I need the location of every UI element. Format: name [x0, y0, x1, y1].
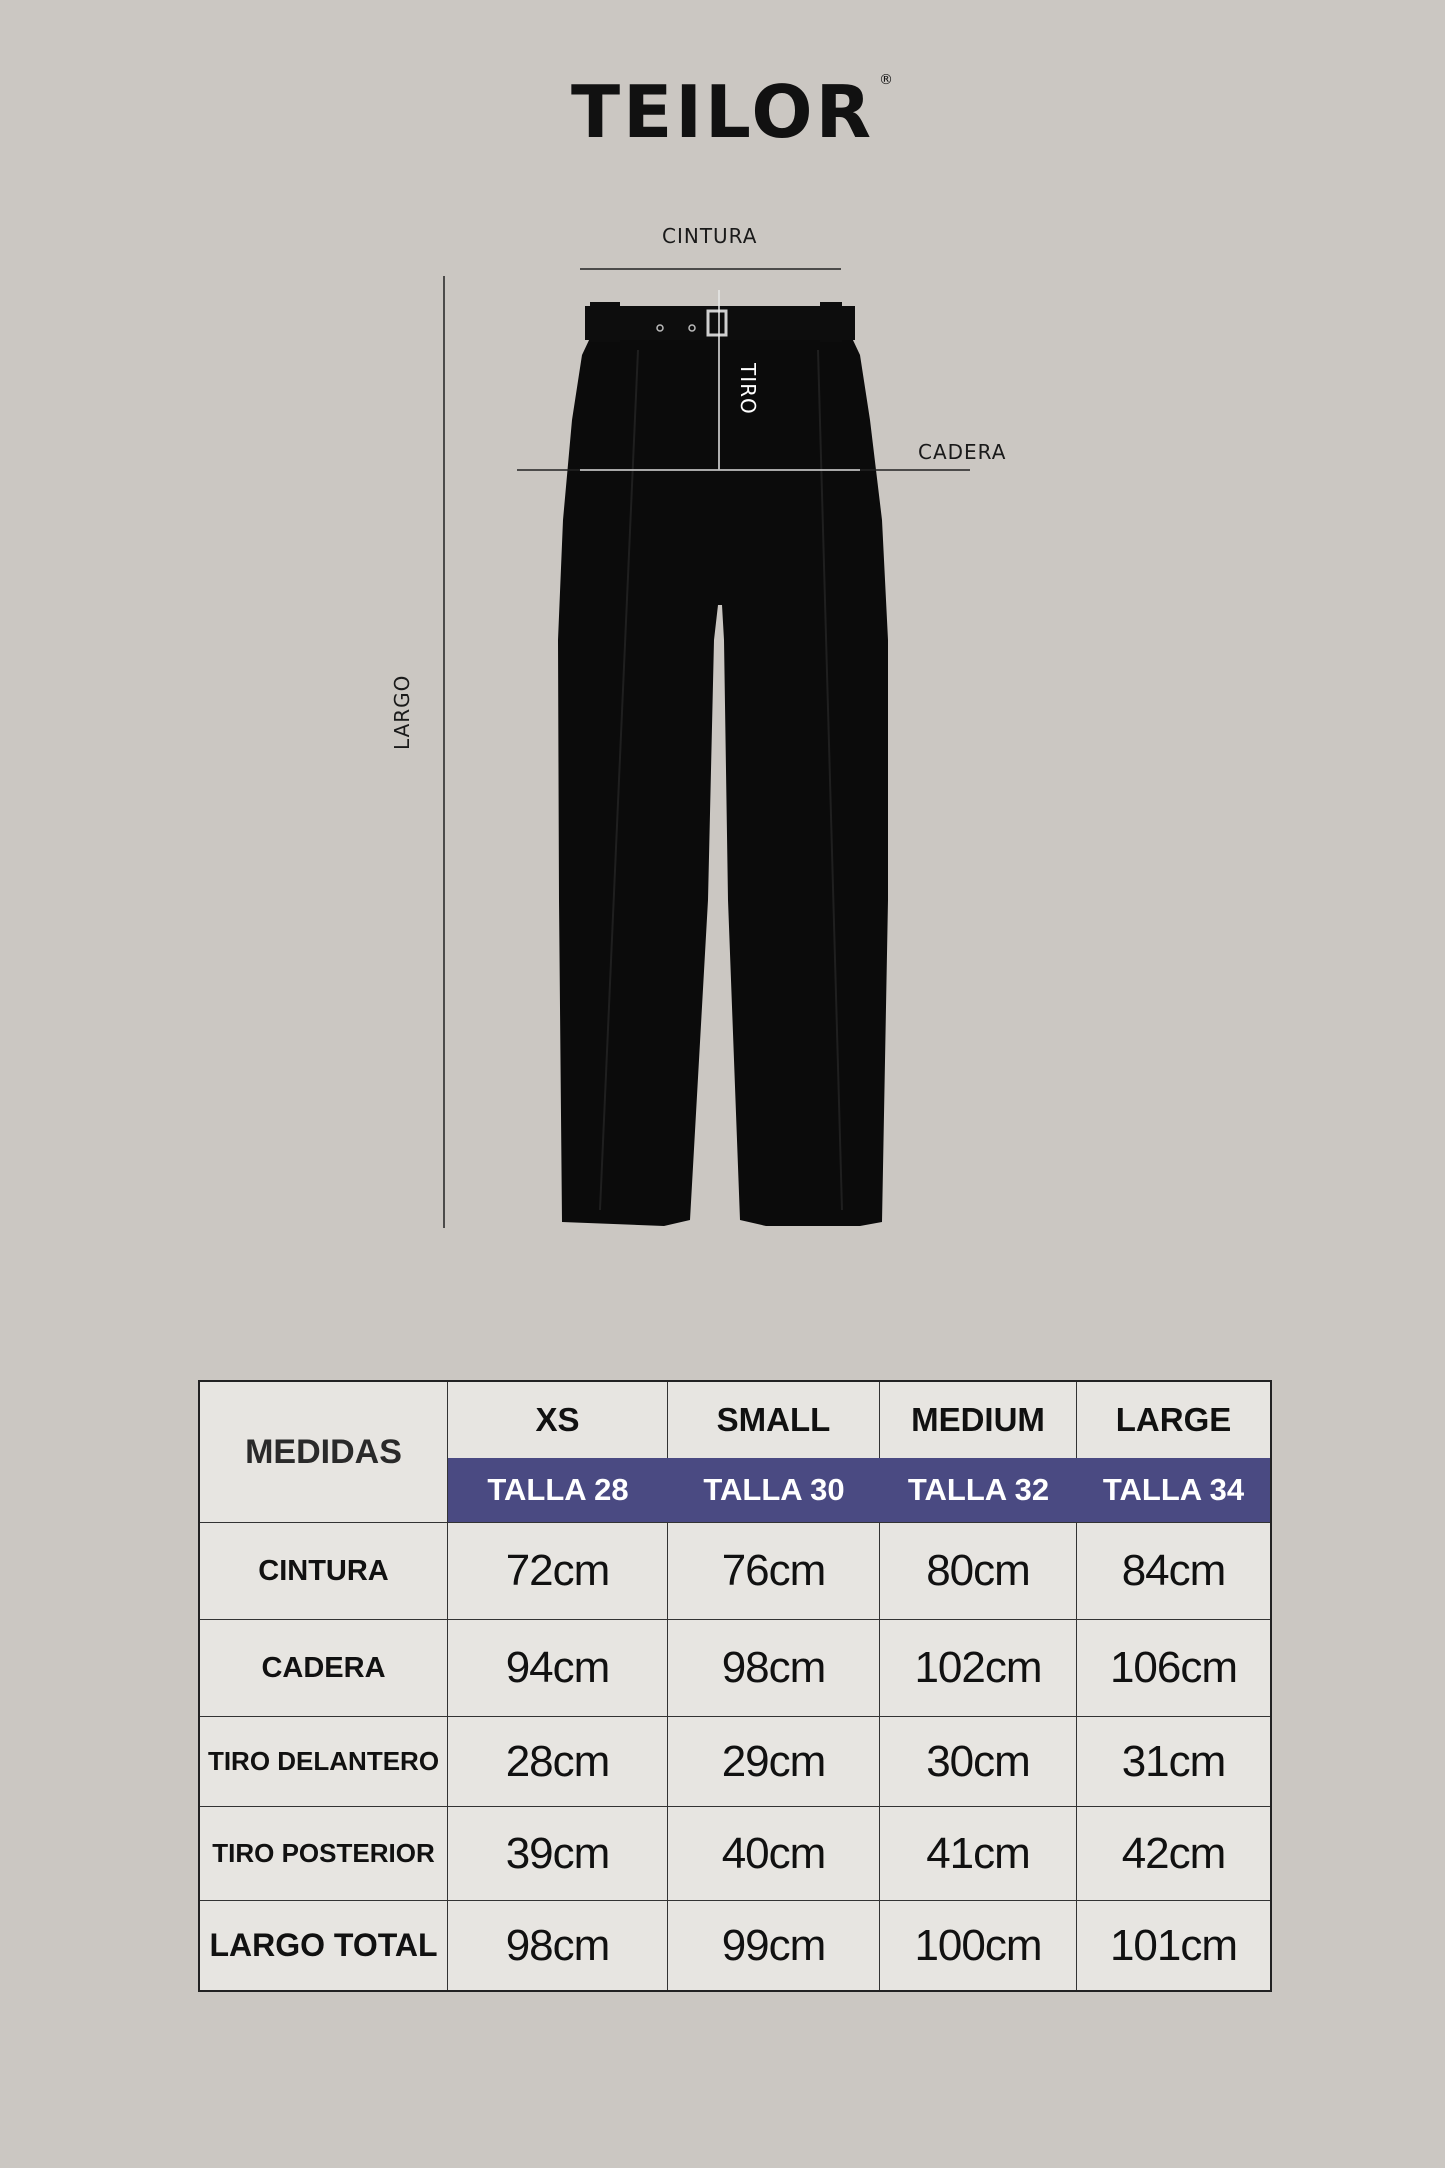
- table-cell: 80cm: [880, 1523, 1077, 1620]
- talla-large: TALLA 34: [1077, 1458, 1270, 1523]
- row-label-largo-total: LARGO TOTAL: [200, 1901, 448, 1990]
- medidas-header: MEDIDAS: [200, 1382, 448, 1523]
- logo-text: TEILOR ®: [570, 70, 897, 154]
- cadera-label: CADERA: [918, 440, 1007, 464]
- registered-mark: ®: [879, 72, 897, 88]
- table-cell: 102cm: [880, 1620, 1077, 1717]
- table-cell: 72cm: [448, 1523, 668, 1620]
- table-cell: 84cm: [1077, 1523, 1270, 1620]
- table-cell: 99cm: [668, 1901, 880, 1990]
- table-cell: 42cm: [1077, 1807, 1270, 1901]
- table-cell: 94cm: [448, 1620, 668, 1717]
- size-header-large: LARGE: [1115, 1401, 1232, 1438]
- size-header-xs: XS: [448, 1382, 668, 1458]
- table-cell: 39cm: [448, 1807, 668, 1901]
- row-label-cadera: CADERA: [200, 1620, 448, 1717]
- table-cell: 29cm: [668, 1717, 880, 1807]
- talla-medium: TALLA 32: [880, 1458, 1077, 1523]
- table-cell: 41cm: [880, 1807, 1077, 1901]
- talla-xs: TALLA 28: [448, 1458, 668, 1523]
- table-cell: 40cm: [668, 1807, 880, 1901]
- size-header-small: SMALL: [668, 1382, 880, 1458]
- size-table: [198, 1380, 1272, 1992]
- talla-small: TALLA 30: [668, 1458, 880, 1523]
- table-cell: 98cm: [668, 1620, 880, 1717]
- row-label-tiro-posterior: TIRO POSTERIOR: [200, 1807, 448, 1901]
- cintura-label: CINTURA: [662, 224, 758, 248]
- table-cell: 30cm: [880, 1717, 1077, 1807]
- table-cell: 101cm: [1109, 1920, 1238, 1970]
- row-label-cintura: CINTURA: [200, 1523, 448, 1620]
- row-label-tiro-delantero: TIRO DELANTERO: [200, 1717, 448, 1807]
- table-cell: 98cm: [448, 1901, 668, 1990]
- table-cell: 28cm: [448, 1717, 668, 1807]
- size-header-medium: MEDIUM: [880, 1382, 1077, 1458]
- table-cell: 106cm: [1077, 1620, 1270, 1717]
- tiro-label: TIRO: [736, 363, 760, 415]
- table-cell: 100cm: [880, 1901, 1077, 1990]
- table-cell: 31cm: [1077, 1717, 1270, 1807]
- table-cell: 76cm: [668, 1523, 880, 1620]
- largo-label: LARGO: [390, 674, 414, 750]
